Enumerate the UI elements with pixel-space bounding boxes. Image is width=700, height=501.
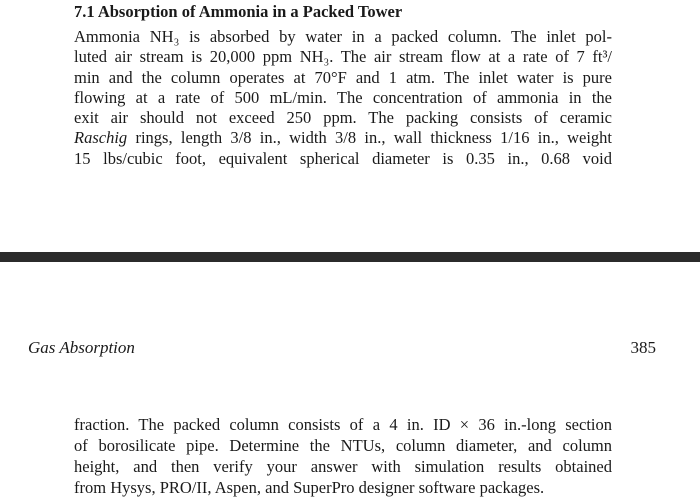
text-line: height, and then verify your answer with simulation results obtained: [74, 457, 612, 476]
italic-term: Raschig: [74, 128, 128, 148]
text-line: fraction. The packed column consists of a 4 in. ID × 36 in.-long section: [74, 415, 612, 434]
text-line: 15 lbs/cubic foot, equivalent spherical diameter is 0.35 in., 0.68 void: [74, 148, 612, 168]
text-line: Ammonia NH₃ is absorbed by water in a packed column. The inlet pol-: [74, 27, 612, 46]
page-divider: [0, 252, 700, 262]
text-line-rest: rings, length 3/8 in., width 3/8 in., wall thickness 1/16 in., weight: [135, 128, 613, 148]
text-line: exit air should not exceed 250 ppm. The packing consists of ceramic: [74, 108, 612, 128]
text-line: from Hysys, PRO/II, Aspen, and SuperPro designer software packages.: [74, 478, 545, 497]
text-line: luted air stream is 20,000 ppm NH₃. The air stream flow at a rate of 7 ft³/: [74, 47, 612, 67]
problem-paragraph-bottom: [74, 414, 612, 498]
running-head-title: Gas Absorption: [28, 338, 135, 357]
section-title: 7.1 Absorption of Ammonia in a Packed Tower: [74, 2, 403, 21]
text-line-with-italic: [74, 128, 612, 148]
text-line: flowing at a rate of 500 mL/min. The concentration of ammonia in the: [74, 87, 612, 107]
text-line: min and the column operates at 70°F and 1 atm. The inlet water is pure: [74, 67, 612, 87]
page-number: 385: [630, 338, 656, 357]
text-line: of borosilicate pipe. Determine the NTUs, column diameter, and column: [74, 436, 612, 455]
problem-paragraph-top: [74, 27, 612, 169]
